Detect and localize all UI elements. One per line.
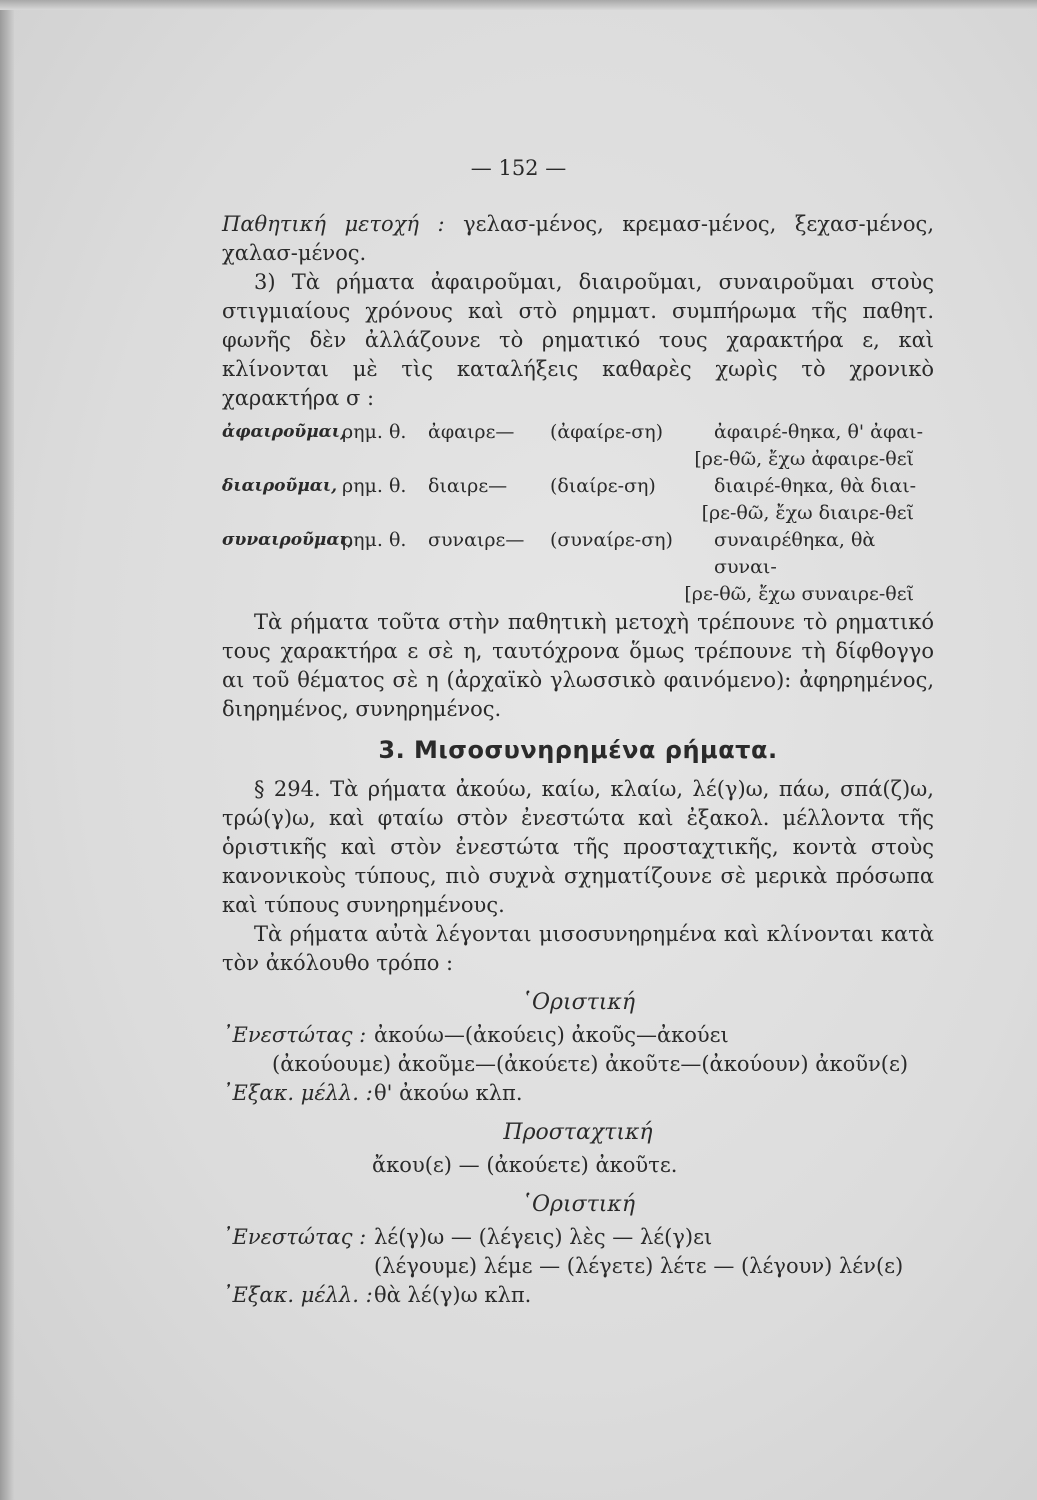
conjugation-row xyxy=(222,527,934,581)
imperative-forms: ἄκου(ε) — (ἀκούετε) ἀκοῦτε. xyxy=(372,1153,678,1177)
aorist-forms: διαιρέ-θηκα, θὰ διαι- xyxy=(714,475,917,497)
paradigm-row xyxy=(222,1021,934,1050)
paradigm-row xyxy=(222,1079,934,1108)
abbreviation: ρημ. θ. xyxy=(342,529,407,551)
verb-noun-form: (συναίρε-ση) xyxy=(550,529,673,551)
future-label: ᾽Εξακ. μέλλ. : xyxy=(222,1081,373,1105)
conjugation-table xyxy=(222,419,934,608)
mood-heading-imperative: Προσταχτική xyxy=(503,1120,653,1145)
verb-noun-form: (διαίρε-ση) xyxy=(550,475,656,497)
paradigm-row xyxy=(222,1223,934,1252)
future-forms: θ' ἀκούω κλπ. xyxy=(374,1081,523,1105)
paragraph-intro: Τὰ ρήματα αὐτὰ λέγονται μισοσυνηρημένα καὶ κλίνονται κατὰ τὸν ἀκόλουθο τρόπο : xyxy=(222,922,934,975)
abbreviation: ρημ. θ. xyxy=(342,475,407,497)
conjugation-continuation: [ρε-θῶ, ἔχω συναιρε-θεῖ xyxy=(684,583,914,605)
verb-stem: ἀφαιρε— xyxy=(428,421,515,443)
future-forms: θὰ λέ(γ)ω κλπ. xyxy=(374,1283,532,1307)
page-edge-shadow xyxy=(0,0,14,1500)
conjugation-row xyxy=(222,419,934,446)
paragraph-participle-note: Τὰ ρήματα τοῦτα στὴν παθητικὴ μετοχὴ τρέπουνε τὸ ρηματικό τους χαρακτήρα ε σὲ η, ταυτόχρονα ὅμως τρέπουνε τὴ δίφθογγο αι τοῦ θέματος σὲ η (ἀρχαϊκὸ γλωσσικὸ φαινόμενο): ἀφηρημένος, διηρημένος, συνηρημένος. xyxy=(222,610,934,721)
conjugation-continuation: [ρε-θῶ, ἔχω διαιρε-θεῖ xyxy=(701,502,914,524)
verb-stem: διαιρε— xyxy=(428,475,508,497)
aorist-forms: συναιρέθηκα, θὰ συναι- xyxy=(714,529,876,578)
present-label: ᾽Ενεστώτας : xyxy=(222,1225,367,1249)
present-forms: ἀκούω—(ἀκούεις) ἀκοῦς—ἀκούει xyxy=(374,1023,729,1047)
verb-label: συναιροῦμαι, xyxy=(222,530,354,550)
aorist-forms: ἀφαιρέ-θηκα, θ' ἀφαι- xyxy=(714,421,923,443)
present-forms-plural: (λέγουμε) λέμε — (λέγετε) λέτε — (λέγουν) λέν(ε) xyxy=(374,1254,904,1278)
section-heading: 3. Μισοσυνηρημένα ρήματα. xyxy=(378,736,778,764)
present-forms: λέ(γ)ω — (λέγεις) λὲς — λέ(γ)ει xyxy=(374,1225,713,1249)
present-forms-plural: (ἀκούουμε) ἀκοῦμε—(ἀκούετε) ἀκοῦτε—(ἀκούουν) ἀκοῦν(ε) xyxy=(272,1052,909,1076)
page-top-shadow xyxy=(0,0,1037,10)
verb-label: ἀφαιροῦμαι, xyxy=(222,422,346,442)
paradigm-row xyxy=(222,1252,934,1281)
verb-noun-form: (ἀφαίρε-ση) xyxy=(550,421,664,443)
page-number: — 152 — xyxy=(470,156,567,180)
mood-heading-indicative: ῾Οριστική xyxy=(520,1192,636,1217)
abbreviation: ρημ. θ. xyxy=(342,421,407,443)
conjugation-row xyxy=(222,473,934,500)
paradigm-row xyxy=(222,1281,934,1310)
passive-participle-examples: γελασ-μένος, κρεμασ-μένος, ξεχασ-μένος, χαλασ-μένος. xyxy=(222,212,934,265)
verb-stem: συναιρε— xyxy=(428,529,525,551)
conjugation-continuation: [ρε-θῶ, ἔχω ἀφαιρε-θεῖ xyxy=(694,448,914,470)
paragraph-passive-participle xyxy=(222,210,934,268)
paragraph-294: § 294. Τὰ ρήματα ἀκούω, καίω, κλαίω, λέ(γ)ω, πάω, σπά(ζ)ω, τρώ(γ)ω, καὶ φταίω στὸν ἐνεστώτα καὶ ἐξακολ. μέλλοντα τῆς ὁριστικῆς καὶ στὸν ἐνεστώτα τῆς προσταχτικῆς, κοντὰ στοὺς κανονικοὺς τύπους, πιὸ συχνὰ σχηματίζουνε σὲ μερικὰ πρόσωπα καὶ τύπους συνηρημένους. xyxy=(222,777,934,917)
paragraph-rule-3: 3) Τὰ ρήματα ἀφαιροῦμαι, διαιροῦμαι, συναιροῦμαι στοὺς στιγμιαίους χρόνους καὶ στὸ ρημματ. συμπήρωμα τῆς παθητ. φωνῆς δὲν ἀλλάζουνε τὸ ρηματικό τους χαρακτήρα ε, καὶ κλίνονται μὲ τὶς καταλήξεις καθαρὲς χωρὶς τὸ χρονικὸ χαρακτήρα σ : xyxy=(222,270,934,410)
passive-participle-label: Παθητική μετοχή : xyxy=(222,212,445,236)
verb-label: διαιροῦμαι, xyxy=(222,476,337,496)
blank-label xyxy=(222,1252,374,1281)
future-label: ᾽Εξακ. μέλλ. : xyxy=(222,1283,373,1307)
present-label: ᾽Ενεστώτας : xyxy=(222,1023,367,1047)
body-text xyxy=(222,210,934,1310)
mood-heading-indicative: ῾Οριστική xyxy=(520,990,636,1015)
